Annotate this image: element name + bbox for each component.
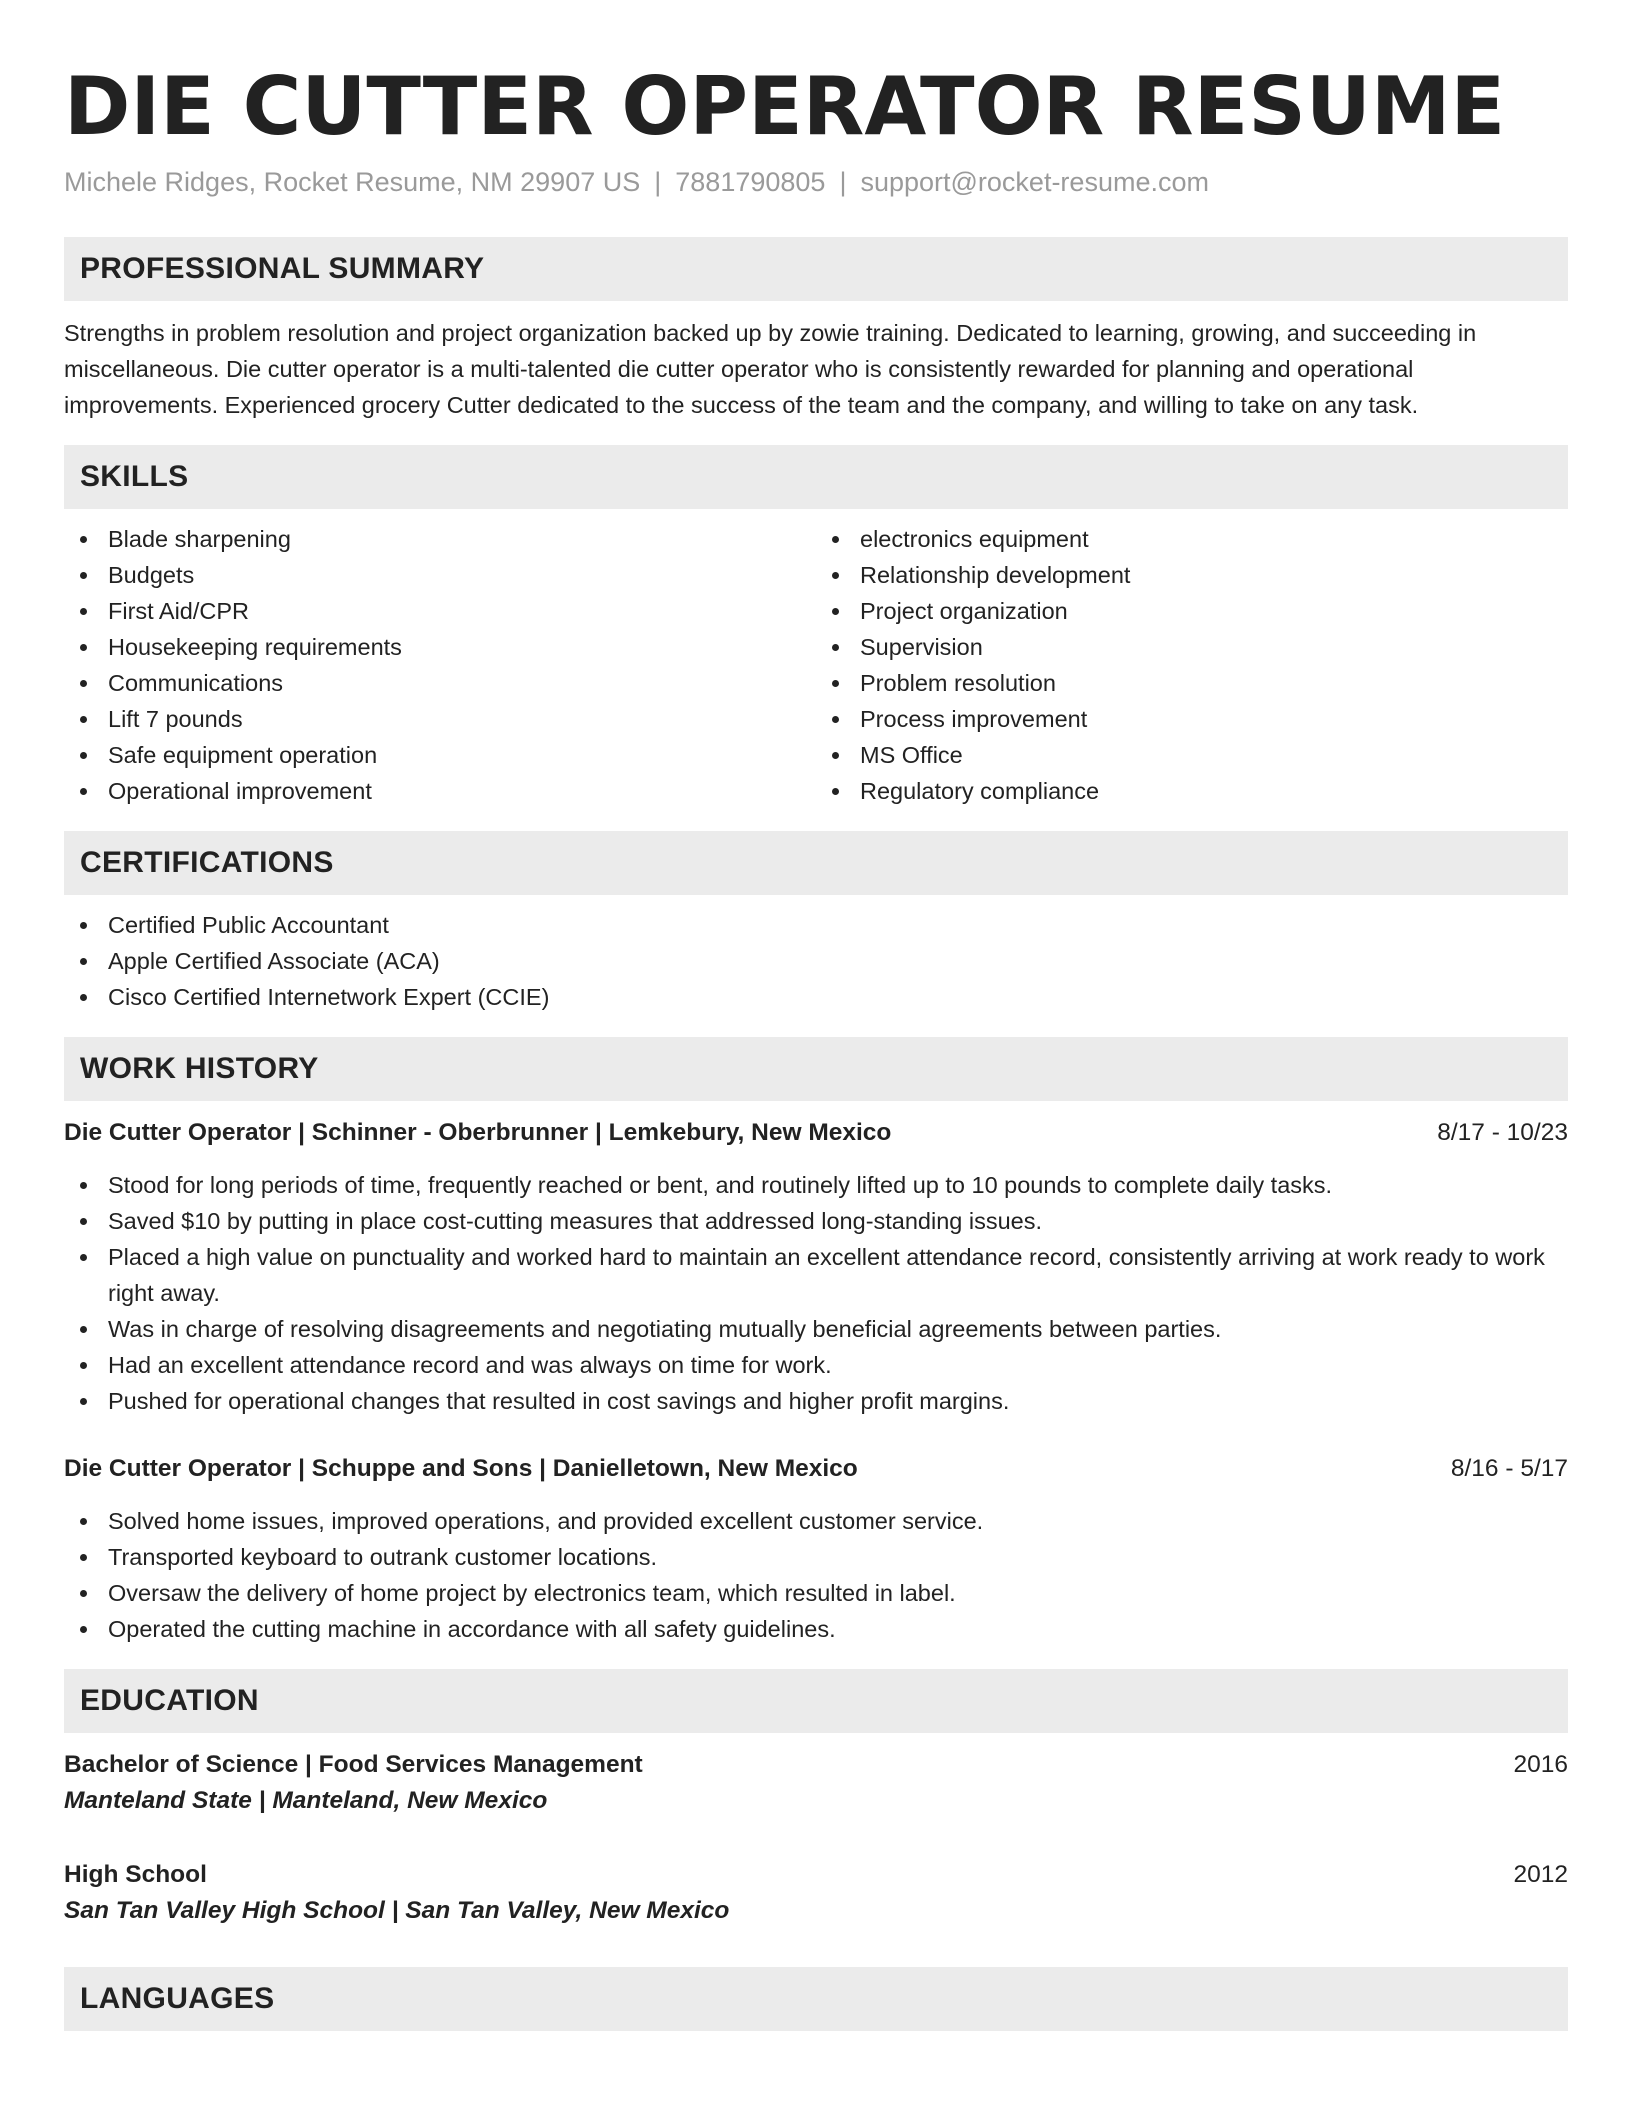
job-duty: Had an excellent attendance record and was always on time for work. — [64, 1347, 1568, 1383]
skill-item: Lift 7 pounds — [64, 701, 816, 737]
skill-item: Relationship development — [816, 557, 1568, 593]
job-entry — [64, 1115, 1568, 1419]
summary-text: Strengths in problem resolution and project organization backed up by zowie training. Dedicated to learning, growing, and succeeding in miscellaneous. Die cutter operator is a multi-talented die cutter operator who is consistently rewarded for planning and operational improvements. Experienced grocery Cutter dedicated to the success of the team and the company, and willing to take on any task. — [64, 320, 1477, 418]
job-entry — [64, 1451, 1568, 1647]
job-duty: Stood for long periods of time, frequently reached or bent, and routinely lifted up to 10 pounds to complete daily tasks. — [64, 1167, 1568, 1203]
job-dates: 8/17 - 10/23 — [1437, 1119, 1568, 1146]
certification-item: Apple Certified Associate (ACA) — [64, 943, 1568, 979]
job-duty: Operated the cutting machine in accordance with all safety guidelines. — [64, 1611, 1568, 1647]
skill-item: Blade sharpening — [64, 521, 816, 557]
education-degree: High School — [64, 1861, 207, 1888]
contact-separator: | — [839, 167, 847, 197]
certifications-heading: CERTIFICATIONS — [64, 831, 1568, 895]
job-title: Die Cutter Operator | Schinner - Oberbrunner | Lemkebury, New Mexico — [64, 1119, 892, 1146]
education-school: San Tan Valley High School | San Tan Valley, New Mexico — [64, 1897, 730, 1924]
skill-item: Process improvement — [816, 701, 1568, 737]
job-duty: Was in charge of resolving disagreements and negotiating mutually beneficial agreements between parties. — [64, 1311, 1568, 1347]
education-year: 2012 — [1513, 1861, 1568, 1888]
skill-item: electronics equipment — [816, 521, 1568, 557]
job-title: Die Cutter Operator | Schuppe and Sons | Danielletown, New Mexico — [64, 1455, 858, 1482]
job-duty: Solved home issues, improved operations, and provided excellent customer service. — [64, 1503, 1568, 1539]
job-duty: Oversaw the delivery of home project by electronics team, which resulted in label. — [64, 1575, 1568, 1611]
job-header — [64, 1115, 1568, 1151]
job-duty: Pushed for operational changes that resulted in cost savings and higher profit margins. — [64, 1383, 1568, 1419]
skill-item: Project organization — [816, 593, 1568, 629]
skill-item: Supervision — [816, 629, 1568, 665]
skill-item: Safe equipment operation — [64, 737, 816, 773]
education-school: Manteland State | Manteland, New Mexico — [64, 1787, 548, 1814]
education-degree: Bachelor of Science | Food Services Management — [64, 1751, 643, 1778]
job-duty: Placed a high value on punctuality and worked hard to maintain an excellent attendance record, consistently arriving at work ready to work right away. — [64, 1239, 1568, 1311]
certifications-list — [64, 907, 1568, 1015]
skill-item: First Aid/CPR — [64, 593, 816, 629]
education-heading: EDUCATION — [64, 1669, 1568, 1733]
education-year: 2016 — [1513, 1751, 1568, 1778]
job-duties — [64, 1167, 1568, 1419]
skill-item: Problem resolution — [816, 665, 1568, 701]
resume-title: DIE CUTTER OPERATOR RESUME — [64, 60, 1506, 153]
skill-item: Housekeeping requirements — [64, 629, 816, 665]
job-duties — [64, 1503, 1568, 1647]
skills-column-left — [64, 521, 816, 809]
job-duty: Transported keyboard to outrank customer locations. — [64, 1539, 1568, 1575]
education-entry — [64, 1747, 1568, 1819]
contact-line — [64, 164, 1568, 200]
job-dates: 8/16 - 5/17 — [1450, 1455, 1568, 1482]
job-header — [64, 1451, 1568, 1487]
languages-heading: LANGUAGES — [64, 1967, 1568, 2031]
skill-item: Communications — [64, 665, 816, 701]
skill-item: Budgets — [64, 557, 816, 593]
work-history-heading: WORK HISTORY — [64, 1037, 1568, 1101]
skills-column-right — [816, 521, 1568, 809]
skill-item: MS Office — [816, 737, 1568, 773]
certification-item: Cisco Certified Internetwork Expert (CCIE) — [64, 979, 1568, 1015]
education-header — [64, 1747, 1568, 1783]
certification-item: Certified Public Accountant — [64, 907, 1568, 943]
skill-item: Operational improvement — [64, 773, 816, 809]
education-entry — [64, 1857, 1568, 1929]
contact-separator: | — [654, 167, 662, 197]
contact-email: support@rocket-resume.com — [860, 167, 1209, 197]
education-header — [64, 1857, 1568, 1893]
skills-heading: SKILLS — [64, 445, 1568, 509]
contact-phone: 7881790805 — [675, 167, 826, 197]
job-duty: Saved $10 by putting in place cost-cutting measures that addressed long-standing issues. — [64, 1203, 1568, 1239]
skills-list — [64, 521, 1568, 809]
summary-heading: PROFESSIONAL SUMMARY — [64, 237, 1568, 301]
contact-address: Michele Ridges, Rocket Resume, NM 29907 US — [64, 167, 641, 197]
skill-item: Regulatory compliance — [816, 773, 1568, 809]
